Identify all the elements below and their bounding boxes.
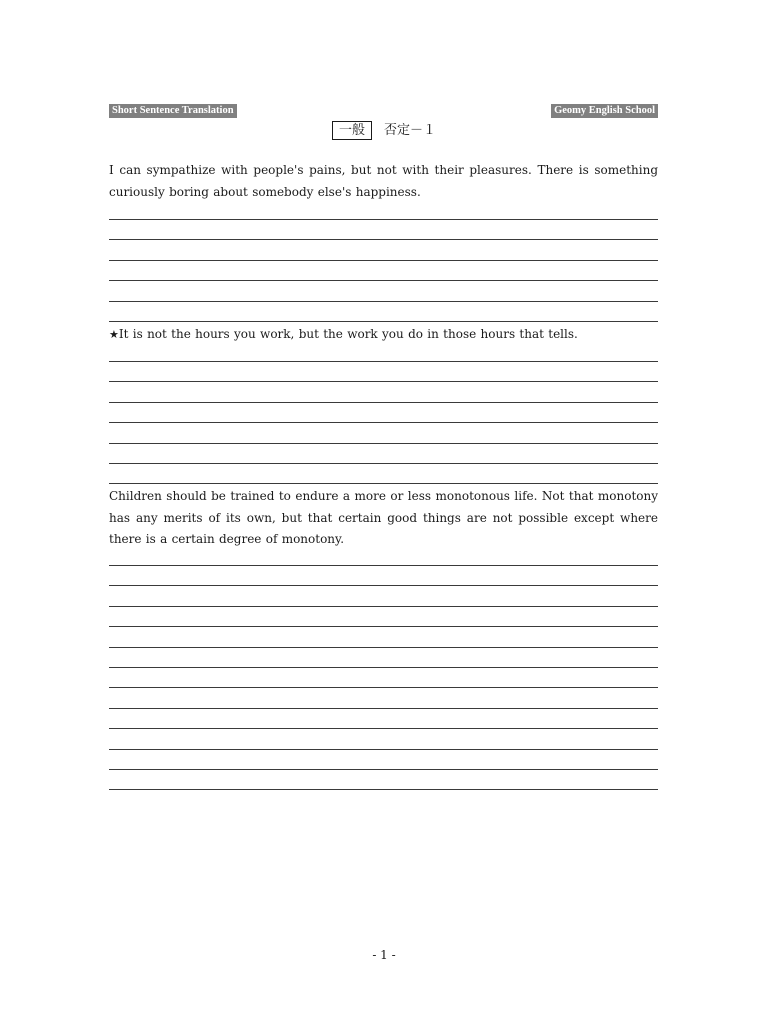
header-left-label: Short Sentence Translation bbox=[109, 104, 237, 118]
passage-3-text bbox=[109, 486, 658, 551]
answer-line bbox=[109, 260, 658, 261]
answer-line bbox=[109, 280, 658, 281]
section-heading bbox=[0, 121, 768, 140]
answer-line bbox=[109, 422, 658, 423]
answer-line bbox=[109, 361, 658, 362]
passage-2-body: It is not the hours you work, but the work you do in those hours that tells. bbox=[118, 327, 578, 341]
answer-line bbox=[109, 606, 658, 607]
answer-line bbox=[109, 708, 658, 709]
answer-line bbox=[109, 463, 658, 464]
answer-line bbox=[109, 321, 658, 322]
answer-line bbox=[109, 769, 658, 770]
answer-line bbox=[109, 219, 658, 220]
answer-line bbox=[109, 687, 658, 688]
page-number: - 1 - bbox=[372, 948, 396, 962]
answer-line bbox=[109, 728, 658, 729]
answer-line bbox=[109, 483, 658, 484]
answer-line bbox=[109, 585, 658, 586]
answer-line bbox=[109, 647, 658, 648]
passage-1-body: I can sympathize with people's pains, but not with their pleasures. There is something curiously boring about somebody else's happiness. bbox=[109, 163, 658, 199]
section-title: 否定－１ bbox=[384, 123, 437, 138]
answer-line bbox=[109, 239, 658, 240]
answer-line bbox=[109, 402, 658, 403]
passage-2-text bbox=[109, 324, 658, 346]
passage-1-text bbox=[109, 160, 658, 203]
star-icon: ★ bbox=[109, 328, 119, 341]
passage-3-body: Children should be trained to endure a more or less monotonous life. Not that monotony has any merits of its own, but that certain good things are not possible except where there is a certain degree of monotony. bbox=[109, 489, 658, 546]
section-category-box: 一般 bbox=[332, 121, 372, 140]
answer-line bbox=[109, 443, 658, 444]
answer-line bbox=[109, 626, 658, 627]
answer-line bbox=[109, 381, 658, 382]
answer-line bbox=[109, 789, 658, 790]
answer-line bbox=[109, 301, 658, 302]
answer-line bbox=[109, 565, 658, 566]
answer-line bbox=[109, 667, 658, 668]
answer-line bbox=[109, 749, 658, 750]
header-right-label: Geomy English School bbox=[551, 104, 658, 118]
